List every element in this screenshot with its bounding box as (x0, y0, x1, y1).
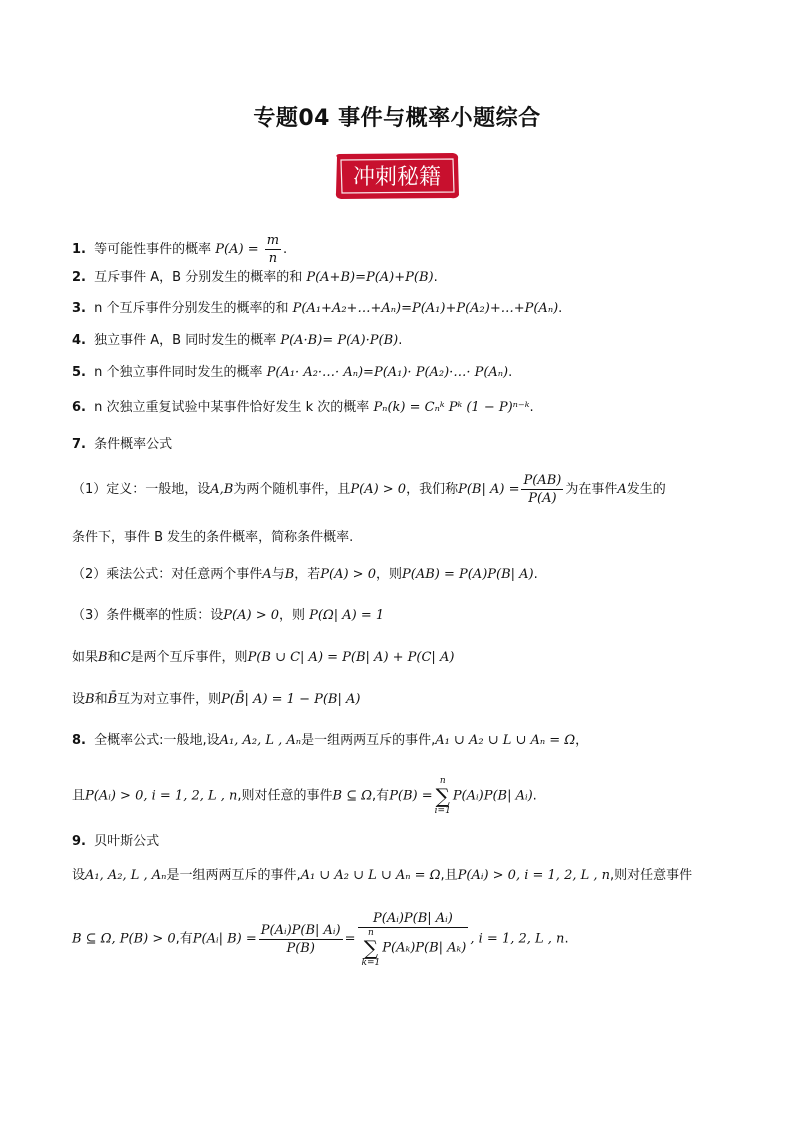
summation: n ∑ k=1 (361, 928, 381, 968)
item-5: 5. n 个独立事件同时发生的概率 P(A₁· A₂·…· Aₙ)=P(A₁)· P(A₂)·…· P(Aₙ). (72, 365, 513, 380)
item-8-cont: 且P(Aᵢ) > 0, i = 1, 2, L , n,则对任意的事件B ⊆ Ω,有P(B) =n ∑ i=1P(Aᵢ)P(B| Aᵢ). (72, 776, 537, 816)
item-7-4: 如果B和C是两个互斥事件，则P(B ∪ C| A) = P(B| A) + P(C| A) (72, 650, 455, 665)
title-badge (333, 151, 461, 201)
fraction: $\frac{m}{n}$ (266, 233, 280, 266)
item-8: 8. 全概率公式:一般地,设A₁, A₂, L , Aₙ是一组两两互斥的事件,A₁ ∪ A₂ ∪ L ∪ Aₙ = Ω， (72, 733, 589, 748)
item-3: 3. n 个互斥事件分别发生的概率的和 P(A₁+A₂+…+Aₙ)=P(A₁)+P(A₂)+…+P(Aₙ). (72, 301, 563, 316)
item-7-2: （2）乘法公式：对任意两个事件A与B，若P(A) > 0，则P(AB) = P(A)P(B| A). (72, 567, 538, 582)
item-2: 2. 互斥事件 A，B 分别发生的概率的和 P(A+B)=P(A)+P(B). (72, 270, 438, 285)
item-7: 7. 条件概率公式 (72, 437, 173, 452)
badge-stamp-icon (333, 151, 461, 201)
item-1: 1. 等可能性事件的概率 P(A) = $\frac{m}{n}$ . (72, 233, 288, 266)
item-9: 9. 贝叶斯公式 (72, 834, 160, 849)
fraction: $\frac{\text{P(Aᵢ)P(B| Aᵢ)}}{P(B)}$ (260, 922, 341, 956)
fraction: P(Aᵢ)P(B| Aᵢ) n ∑ k=1P(Aₖ)P(B| Aₖ) (358, 910, 469, 968)
fraction: $\frac{P(AB)}{P(A)}$ (523, 473, 562, 506)
page-title: 专题04 事件与概率小题综合 (253, 106, 541, 131)
item-9-b: B ⊆ Ω, P(B) > 0,有P(Aᵢ| B) = $\frac{\text{P(Aᵢ)P(B| Aᵢ)}}{P(B)}$ = P(Aᵢ)P(B| Aᵢ) n ∑ k=1P(Aₖ)P(B| Aₖ) , i = 1, 2, L , n. (72, 911, 569, 968)
item-7-5: 设B和B̄互为对立事件，则P(B̄| A) = 1 − P(B| A) (72, 692, 361, 707)
item-6: 6. n 次独立重复试验中某事件恰好发生 k 次的概率 Pₙ(k) = Cₙᵏ Pᵏ (1 − P)ⁿ⁻ᵏ. (72, 400, 534, 415)
item-4: 4. 独立事件 A，B 同时发生的概率 P(A·B)= P(A)·P(B). (72, 333, 403, 348)
badge-text: 冲刺秘籍 (352, 165, 442, 190)
item-7-1: （1）定义：一般地，设A,B为两个随机事件，且P(A) > 0，我们称P(B| A) = $\frac{P(AB)}{P(A)}$ 为在事件A发生的 (72, 473, 666, 506)
item-9-a: 设A₁, A₂, L , Aₙ是一组两两互斥的事件,A₁ ∪ A₂ ∪ L ∪ Aₙ = Ω,且P(Aᵢ) > 0, i = 1, 2, L , n,则对任意事件 (72, 868, 693, 883)
item-7-1-cont: 条件下，事件 B 发生的条件概率，简称条件概率. (72, 530, 354, 545)
summation: n ∑ i=1 (434, 776, 451, 816)
item-7-3: （3）条件概率的性质：设P(A) > 0，则 P(Ω| A) = 1 (72, 608, 385, 623)
